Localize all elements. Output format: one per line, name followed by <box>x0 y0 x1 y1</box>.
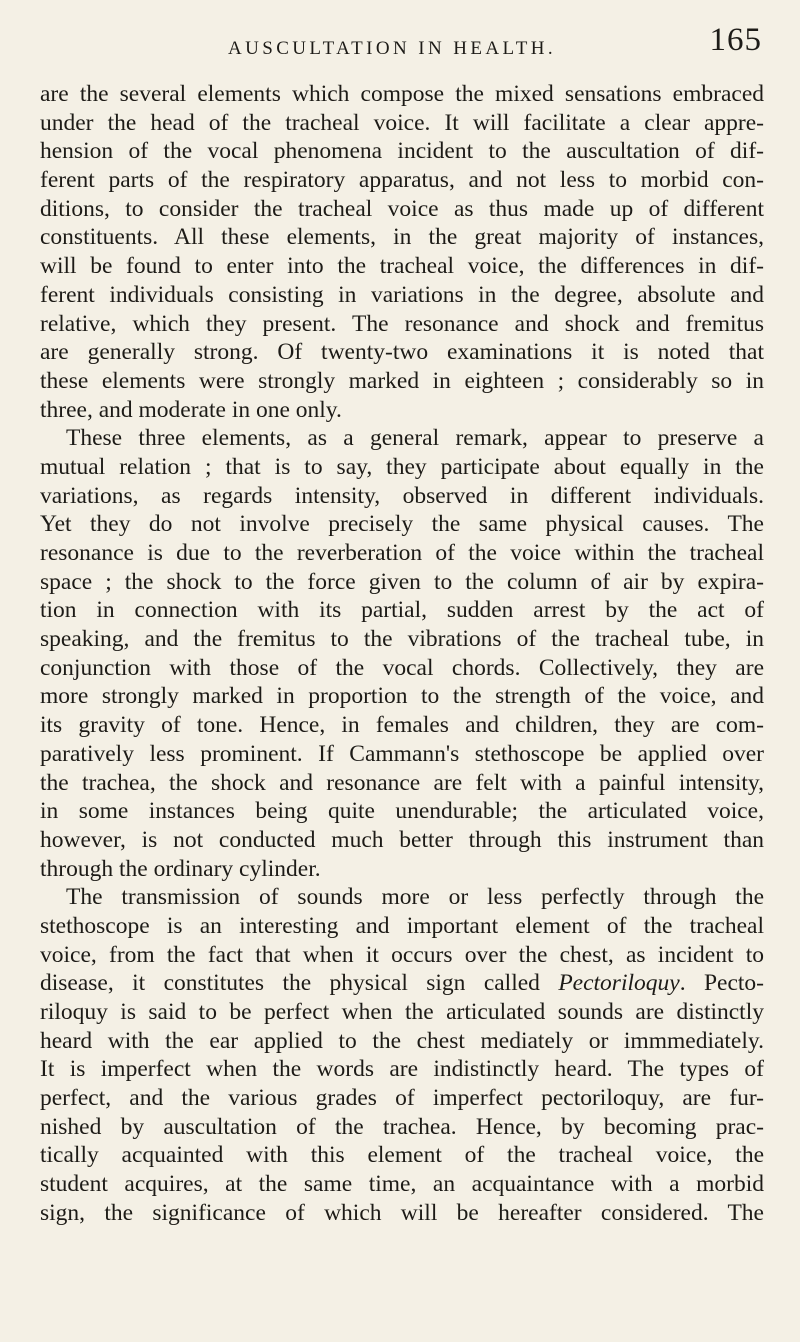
text-line <box>40 367 764 396</box>
line-text: ferent parts of the respiratory apparatus, and not less to morbid con- <box>40 167 764 194</box>
line-text: nished by auscultation of the trachea. Hence, by becoming prac- <box>40 1113 764 1140</box>
line-text: perfect, and the various grades of imperfect pectoriloquy, are fur- <box>40 1085 764 1112</box>
page-number: 165 <box>709 22 762 58</box>
line-text: riloquy is said to be perfect when the articulated sounds are distinctly <box>40 999 764 1025</box>
text-line <box>40 969 764 998</box>
line-text: in some instances being quite unendurable; the articulated voice, <box>40 798 764 825</box>
text-line <box>40 338 764 367</box>
text-line <box>40 1170 764 1199</box>
line-text: stethoscope is an interesting and important element of the tracheal <box>40 912 764 939</box>
line-text: heard with the ear applied to the chest mediately or immmediately. <box>40 1027 764 1054</box>
text-line <box>40 1084 764 1113</box>
text-line <box>40 1141 764 1170</box>
text-line <box>40 654 764 683</box>
text-line <box>40 166 764 195</box>
line-text: tically acquainted with this element of the tracheal voice, the <box>40 1142 764 1169</box>
line-text: under the head of the tracheal voice. It will facilitate a clear appre- <box>40 109 764 136</box>
text-line <box>40 797 764 826</box>
line-text: sign, the significance of which will be hereafter considered. The <box>40 1199 764 1226</box>
text-line <box>40 596 764 625</box>
line-text: These three elements, as a general remark, appear to preserve a <box>66 425 764 452</box>
text-line <box>40 998 764 1027</box>
text-line <box>40 912 764 941</box>
text-line <box>40 424 764 453</box>
italic-term: Pectoriloquy <box>558 970 680 997</box>
text-line <box>40 482 764 511</box>
text-line <box>40 310 764 339</box>
running-head <box>228 22 762 66</box>
line-text: the trachea, the shock and resonance are felt with a painful intensity, <box>40 769 764 796</box>
text-line <box>40 826 764 855</box>
line-text: disease, it constitutes the physical sign called <box>40 970 559 997</box>
line-text: speaking, and the fremitus to the vibrations of the tracheal tube, in <box>40 626 764 653</box>
line-text: mutual relation ; that is to say, they participate about equally in the <box>40 453 764 480</box>
line-text: more strongly marked in proportion to the strength of the voice, and <box>40 683 764 710</box>
text-line <box>40 539 764 568</box>
text-line <box>40 1027 764 1056</box>
line-text: The transmission of sounds more or less perfectly through the <box>66 884 764 911</box>
text-line <box>40 510 764 539</box>
line-text-continued: . Pecto- <box>679 970 764 997</box>
line-text: tion in connection with its partial, sudden arrest by the act of <box>40 597 764 624</box>
line-text: Yet they do not involve precisely the same physical causes. The <box>40 511 764 538</box>
text-line <box>40 223 764 252</box>
line-text: student acquires, at the same time, an acquaintance with a morbid <box>40 1171 764 1198</box>
text-line <box>40 80 764 109</box>
line-text: space ; the shock to the force given to the column of air by expira- <box>40 568 764 595</box>
text-line <box>40 396 764 425</box>
text-line <box>40 1199 764 1228</box>
line-text: are generally strong. Of twenty-two examinations it is noted that <box>40 339 764 366</box>
line-text: variations, as regards intensity, observed in different individuals. <box>40 482 764 509</box>
text-line <box>40 740 764 769</box>
text-line <box>40 1113 764 1142</box>
text-line <box>40 281 764 310</box>
line-text: ferent individuals consisting in variations in the degree, absolute and <box>40 281 764 308</box>
line-text: relative, which they present. The resonance and shock and fremitus <box>40 310 764 337</box>
text-line <box>40 682 764 711</box>
line-text: voice, from the fact that when it occurs over the chest, as incident to <box>40 941 764 968</box>
line-text: It is imperfect when the words are indistinctly heard. The types of <box>40 1056 764 1083</box>
line-text: paratively less prominent. If Cammann's stethoscope be applied over <box>40 740 764 767</box>
text-line <box>40 195 764 224</box>
line-text: resonance is due to the reverberation of the voice within the tracheal <box>40 540 764 566</box>
line-text: are the several elements which compose the mixed sensations embraced <box>40 81 764 107</box>
line-text: however, is not conducted much better through this instrument than <box>40 826 764 853</box>
text-line <box>40 855 764 884</box>
text-line <box>40 453 764 482</box>
text-line <box>40 252 764 281</box>
line-text: conjunction with those of the vocal chords. Collectively, they are <box>40 654 764 681</box>
running-title: AUSCULTATION IN HEALTH. <box>228 38 557 59</box>
text-line <box>40 883 764 912</box>
line-text: through the ordinary cylinder. <box>40 855 321 882</box>
line-text: these elements were strongly marked in eighteen ; considerably so in <box>40 367 764 394</box>
line-text: ditions, to consider the tracheal voice as thus made up of different <box>40 195 764 222</box>
text-line <box>40 1055 764 1084</box>
text-line <box>40 625 764 654</box>
text-line <box>40 137 764 166</box>
line-text: will be found to enter into the tracheal voice, the differences in dif- <box>40 253 764 280</box>
body-text <box>40 80 764 1228</box>
line-text: hension of the vocal phenomena incident to the auscultation of dif- <box>40 138 764 165</box>
text-line <box>40 941 764 970</box>
text-line <box>40 769 764 798</box>
text-line <box>40 568 764 597</box>
line-text: constituents. All these elements, in the great majority of instances, <box>40 224 764 251</box>
text-line <box>40 109 764 138</box>
line-text: its gravity of tone. Hence, in females and children, they are com- <box>40 712 764 739</box>
line-text: three, and moderate in one only. <box>40 396 342 423</box>
text-line <box>40 711 764 740</box>
